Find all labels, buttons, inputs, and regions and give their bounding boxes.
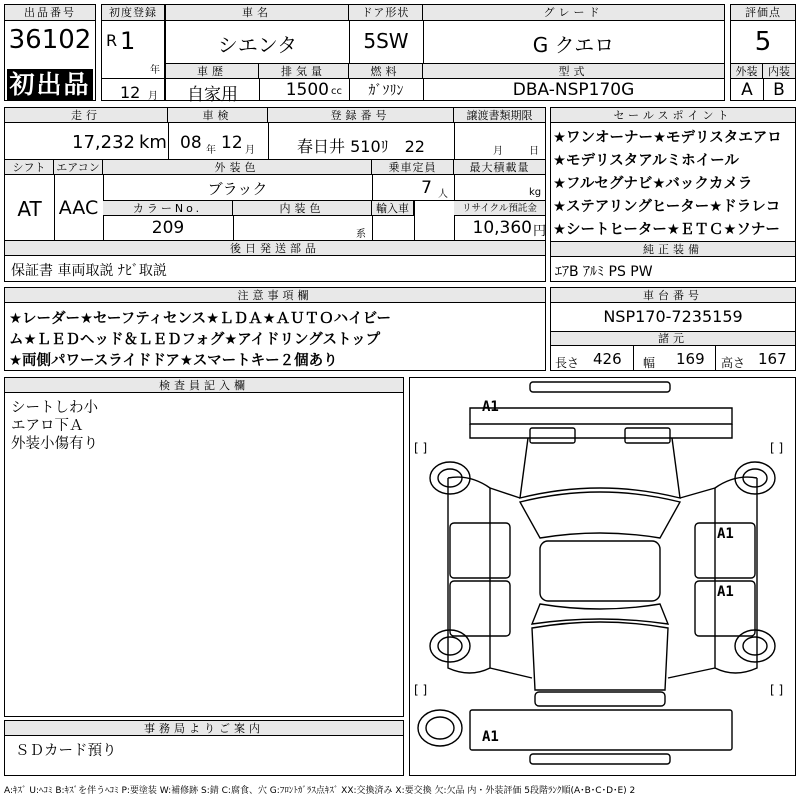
notes-box [4, 287, 546, 371]
inspection-year-unit: 年 [206, 145, 216, 156]
seating-capacity: 7 [421, 178, 432, 198]
sales-points-box [550, 107, 796, 282]
mileage-label: 走行 [5, 108, 168, 123]
overall-score: 5 [754, 27, 772, 57]
int-color-label: 内装色 [233, 201, 372, 216]
sales-point-line: ★フルセグナビ★バックカメラ [553, 176, 753, 192]
legend-footer: A:ｷｽﾞ U:ﾍｺﾐ B:ｷｽﾞを伴うﾍｺﾐ P:要塗装 W:補修跡 S:錆 C:腐食、穴 G:ﾌﾛﾝﾄｶﾞﾗｽ点ｷｽﾞ XX:交換済み X:要交換 欠:欠品 内・外装評価 5段階ﾗﾝｸ順(A･B･C･D･E) 2 [4, 786, 636, 796]
damage-mark-front: A1 [482, 399, 499, 415]
damage-mark-right-front: A1 [717, 526, 734, 542]
svg-text:[ ]: [ ] [770, 441, 784, 455]
inspection-month: 12 [221, 133, 243, 153]
fuel: ｶﾞｿﾘﾝ [368, 83, 404, 99]
inspection-year: 08 [180, 133, 202, 153]
grade: G クエロ [532, 33, 615, 57]
shift-label: シフト [5, 160, 54, 175]
year-unit: 年 [150, 65, 160, 76]
mileage: 17,232 [72, 132, 135, 153]
capacity-label: 乗車定員 [372, 160, 454, 175]
sales-point-line: ★ステアリングヒーター★ドラレコ [553, 199, 781, 215]
int-label: 内装 [763, 64, 795, 79]
exterior-color: ブラック [207, 180, 268, 198]
later-parts-label: 後日発送部品 [5, 241, 545, 256]
office-note: ＳＤカード預り [15, 743, 117, 759]
ext-label: 外装 [731, 64, 763, 79]
color-number: 209 [151, 218, 185, 238]
std-equipment: ｴｱB ｱﾙﾐ PS PW [555, 264, 653, 280]
model-label: 型式 [423, 64, 724, 79]
length-label: 長さ [555, 356, 580, 370]
mileage-unit: km [139, 132, 167, 153]
sales-points-label: セールスポイント [551, 108, 795, 123]
height-label: 高さ [721, 356, 746, 370]
displacement-label: 排気量 [259, 64, 349, 79]
auction-number: 36102 [8, 25, 92, 55]
model-code: DBA-NSP170G [512, 80, 635, 100]
note-line: ★レーダー★セーフティセンス★ＬＤＡ★ＡＵＴＯハイビー [9, 311, 392, 327]
note-line: ム★ＬＥＤヘッド＆ＬＥＤフォグ★アイドリングストップ [9, 332, 381, 348]
sales-point-line: ★シートヒーター★ＥＴＣ★ソナー [553, 222, 780, 238]
transfer-month-unit: 月 [493, 146, 503, 157]
inspection-month-unit: 月 [245, 145, 255, 156]
score-box [730, 4, 796, 101]
car-diagram [410, 378, 795, 775]
first-registration-box [101, 4, 165, 101]
displacement-unit: cc [331, 86, 342, 97]
era: R [106, 31, 118, 50]
recycle-fee: 10,360 [472, 218, 532, 238]
length: 426 [593, 350, 622, 368]
color-no-label: カラーNo. [103, 201, 233, 216]
reg-year: 1 [120, 27, 136, 55]
vehicle-history: 自家用 [187, 85, 238, 105]
transfer-day-unit: 日 [529, 146, 539, 157]
damage-mark-rear: A1 [482, 729, 499, 745]
interior-score: B [773, 80, 785, 100]
displacement: 1500 [285, 80, 329, 100]
damage-diagram-box [409, 377, 796, 776]
damage-mark-right-rear: A1 [717, 584, 734, 600]
registration-number: 春日井 510ﾘ 22 [297, 137, 425, 156]
width-label: 幅 [643, 356, 656, 370]
auction-number-box [4, 4, 96, 101]
inspector-note: 外装小傷有り [11, 436, 98, 452]
details-box [4, 107, 546, 282]
history-label: 車歴 [166, 64, 259, 79]
shift-type: AT [17, 197, 42, 221]
score-label: 評価点 [731, 5, 795, 21]
svg-text:[ ]: [ ] [414, 441, 428, 455]
width: 169 [676, 350, 705, 368]
exterior-score: A [741, 80, 753, 100]
capacity-unit: 人 [438, 189, 448, 200]
height: 167 [758, 350, 787, 368]
reg-number-label: 登録番号 [268, 108, 454, 123]
aircon-label: エアコン [54, 160, 103, 175]
fuel-label: 燃料 [349, 64, 423, 79]
svg-text:[ ]: [ ] [414, 683, 428, 697]
main-info-box [165, 4, 725, 105]
note-line: ★両側パワースライドドア★スマートキー２個あり [9, 353, 338, 369]
svg-text:[ ]: [ ] [770, 683, 784, 697]
sales-point-line: ★モデリスタアルミホイール [553, 153, 739, 169]
max-load-label: 最大積載量 [454, 160, 545, 175]
chassis-label: 車台番号 [551, 288, 795, 303]
inspector-box [4, 377, 404, 717]
inspection-label: 車検 [168, 108, 268, 123]
month-unit: 月 [148, 91, 158, 102]
office-box [4, 720, 404, 776]
door-type: 5SW [363, 29, 409, 53]
inspector-label: 検査員記入欄 [5, 378, 403, 393]
inspector-note: シートしわ小 [11, 400, 98, 416]
first-registration-label: 初度登録 [102, 5, 164, 21]
car-name-label: 車名 [166, 5, 349, 21]
recycle-label: リサイクル預託金 [454, 201, 545, 216]
sales-point-line: ★ワンオーナー★モデリスタエアロ [553, 130, 782, 146]
notes-label: 注意事項欄 [5, 288, 545, 303]
later-parts: 保証書 車両取説 ﾅﾋﾞ取説 [11, 263, 167, 279]
auction-number-label: 出品番号 [5, 5, 95, 21]
door-label: ドア形状 [349, 5, 423, 21]
import-label: 輸入車 [372, 201, 414, 216]
chassis-number: NSP170-7235159 [603, 307, 743, 326]
grade-label: グレード [423, 5, 724, 21]
car-name: シエンタ [217, 33, 298, 57]
transfer-label: 譲渡書類期限 [454, 108, 545, 123]
specs-label: 諸元 [551, 332, 795, 346]
max-load-unit: kg [529, 187, 542, 198]
ext-color-label: 外装色 [103, 160, 372, 175]
recycle-unit: 円 [533, 224, 547, 239]
chassis-box [550, 287, 796, 371]
int-color-unit: 系 [356, 229, 366, 240]
office-label: 事務局よりご案内 [5, 721, 403, 736]
reg-month: 12 [120, 83, 141, 102]
aircon-type: AAC [58, 197, 99, 219]
inspector-note: エアロ下Ａ [11, 418, 84, 434]
first-listing-badge: 初出品 [7, 69, 93, 101]
std-equipment-label: 純正装備 [551, 242, 795, 257]
